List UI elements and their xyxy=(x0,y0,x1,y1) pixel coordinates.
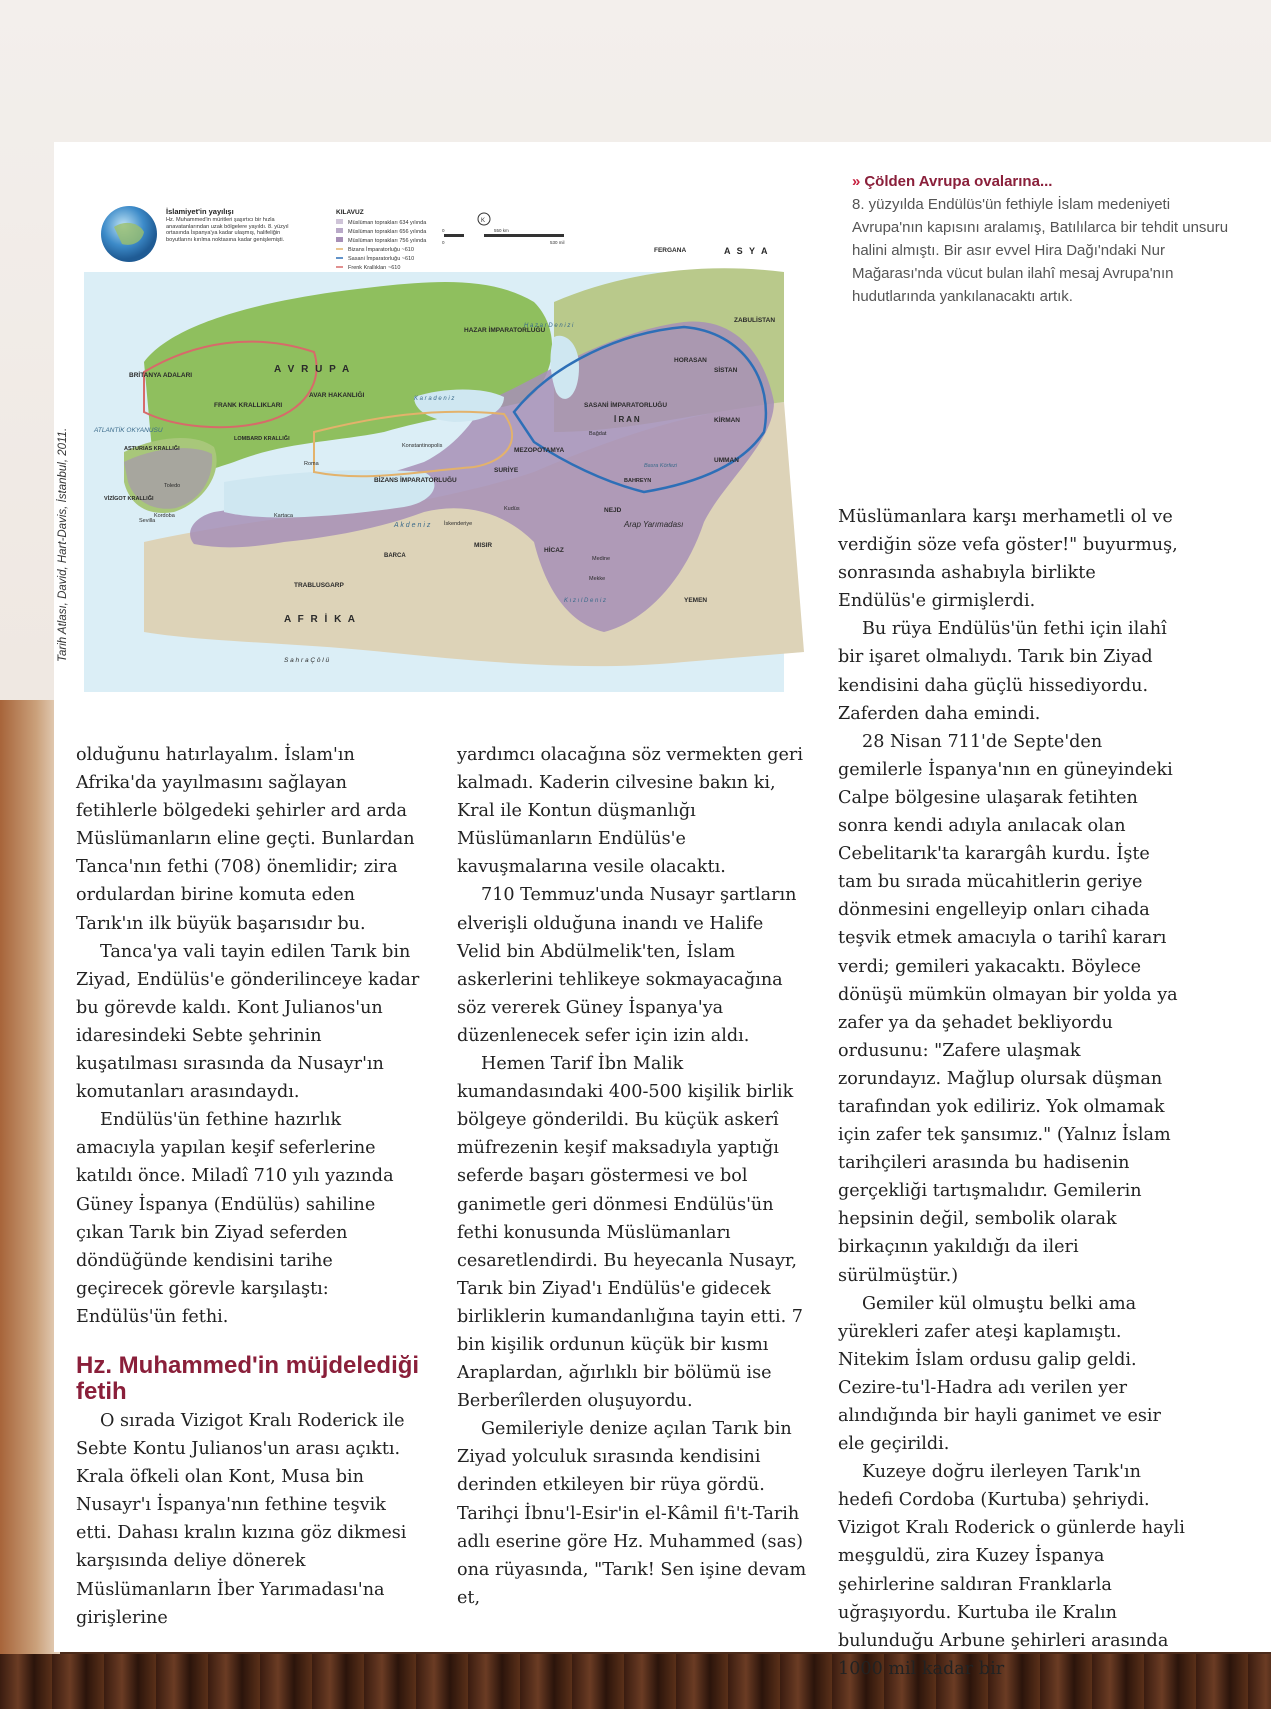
legend-item-756: Müslüman toprakları 756 yılında xyxy=(348,238,427,244)
label-karadeniz: K a r a d e n i z xyxy=(414,396,455,402)
paragraph: Hemen Tarif İbn Malik kumandasındaki 400-500 kişilik birlik bölgeye gönderildi. Bu küçük askerî müfrezenin keşif maksadıyla yaptığı seferde başarı göstermesi ve bol ganimetle geri dönmesi Endülüs'ün fethi konusunda Müslümanları cesaretlendirdi. Bu heyecanla Nusayr, Tarık bin Ziyad'ı Endülüs'e gidecek birliklerin kumandanlığına tayin etti. 7 bin kişilik ordunun küçük bir kısmı Araplardan, ağırlıklı bir bölümü ise Berberîlerden oluşuyordu. xyxy=(457,1054,803,1412)
label-yemen: YEMEN xyxy=(684,597,708,604)
column-1 xyxy=(76,741,421,1632)
label-kartaca: Kartaca xyxy=(274,513,293,519)
section-heading: Hz. Muhammed'in müjdelediği fetih xyxy=(76,1351,420,1405)
label-suriye: SURİYE xyxy=(494,467,519,474)
label-toledo: Toledo xyxy=(164,483,181,489)
label-zabulistan: ZABULİSTAN xyxy=(734,317,776,324)
label-vizigot: VİZİGOT KRALLIĞI xyxy=(104,496,154,502)
scale-bar-segment xyxy=(464,234,484,237)
label-kizildeniz: K ı z ı l D e n i z xyxy=(564,598,607,604)
label-bizans: BİZANS İMPARATORLUĞU xyxy=(374,477,457,484)
paragraph: Tanca'ya vali tayin edilen Tarık bin Ziyad, Endülüs'e gönderilinceye kadar bu görevde kaldı. Kont Julianos'un idaresindeki Sebte şehrinin kuşatılması sırasında da Nusayr'ın komutanları arasındaydı. xyxy=(76,941,420,1103)
label-avrupa: A V R U P A xyxy=(274,364,352,375)
legend-item-byzantine: Bizans İmparatorluğu ~610 xyxy=(348,247,414,253)
chevron-right-icon: » xyxy=(852,173,861,190)
label-medine: Medine xyxy=(592,556,611,562)
label-asturias: ASTURIAS KRALLIĞI xyxy=(124,446,180,452)
magazine-page xyxy=(54,142,1271,1679)
legend-title: KILAVUZ xyxy=(336,209,364,216)
paragraph: yardımcı olacağına söz vermekten geri kalmadı. Kaderin cilvesine bakın ki, Kral ile Kontun düşmanlığı Müslümanların Endülüs'e kavuşmalarına vesile olacaktı. xyxy=(457,745,803,878)
legend-item-sasanian: Sasani İmparatorluğu ~610 xyxy=(348,256,415,262)
paragraph: 28 Nisan 711'de Septe'den gemilerle İspanya'nın en güneyindeki Calpe bölgesine ulaşarak fetihten sonra kendi adıyla anılacak olan Cebelitarık'ta karargâh kurdu. İşte tam bu sırada mücahitlerin geriye dönmesini engelleyip onları cihada teşvik etmek amacıyla o tarihî kararı verdi; gemileri yakacaktı. Böylece dönüşü mümkün olmayan bir yolda ya zafer ya da şehadet bekliyordu ordusunu: "Zafere ulaşmak zorundayız. Mağlup olursak düşman tarafından yok ediliriz. Yok olmamak için zafer tek şansımız." (Yalnız İslam tarihçileri arasında bu hadisenin gerçekliği tartışmalıdır. Gemilerin hepsinin değil, sembolik olarak birkaçının yakıldığı da ileri sürülmüştür.) xyxy=(838,731,1178,1286)
label-asya: A S Y A xyxy=(724,246,770,256)
label-mekke: Mekke xyxy=(589,576,606,582)
label-iskenderiye: İskenderiye xyxy=(444,521,473,527)
paragraph: 710 Temmuz'unda Nusayr şartların elverişli olduğuna inandı ve Halife Velid bin Abdülmelik'ten, İslam askerlerini tehlikeye sokmayacağına söz vererek Güney İspanya'ya düzenlenecek sefer için izin aldı. xyxy=(457,885,797,1046)
label-afrika: A F R İ K A xyxy=(284,614,357,625)
map-inset-title: İslamiyet'in yayılışı xyxy=(166,207,234,216)
background-painting-left xyxy=(0,700,60,1709)
label-mezopotamya: MEZOPOTAMYA xyxy=(514,447,565,454)
paragraph: Kuzeye doğru ilerleyen Tarık'ın hedefi Cordoba (Kurtuba) şehriydi. Vizigot Kralı Roderick o günlerde hayli meşguldü, zira Kuzey İspanya şehirlerine saldıran Franklarla uğraşıyordu. Kurtuba ile Kralın bulunduğu Arbune şehirleri arasında 1000 mil kadar bir xyxy=(838,1462,1185,1679)
compass-n: K xyxy=(481,218,486,224)
scale-mi: 530 mil xyxy=(550,240,565,245)
label-sevilla: Sevilla xyxy=(139,518,156,524)
map-inset-desc: Hz. Muhammed'in müritleri şaşırtıcı bir hızla anavatanlarından uzak bölgelere yayıldı. 8. yüzyıl ortasında İspanya'ya kadar ulaşmış, halifeliğin boyutlarını kırılma noktasına kadar genişlemişti. xyxy=(166,217,289,243)
label-misir: MISIR xyxy=(474,542,493,549)
label-trablusgarp: TRABLUSGARP xyxy=(294,582,344,589)
label-atlantik: ATLANTİK OKYANUSU xyxy=(94,427,163,434)
paragraph: O sırada Vizigot Kralı Roderick ile Sebte Kontu Julianos'un arası açıktı. Krala öfkeli olan Kont, Musa bin Nusayr'ı İspanya'nın fethine teşvik etti. Dahası kralın kızına göz dikmesi karşısında deliye dönerek Müslümanların İber Yarımadası'na girişlerine xyxy=(76,1410,407,1628)
label-sistan: SİSTAN xyxy=(714,367,738,374)
scale-mi-0: 0 xyxy=(442,240,445,245)
legend-item-frank: Frenk Krallıkları ~610 xyxy=(348,265,401,271)
label-britanya: BRİTANYA ADALARI xyxy=(129,372,193,379)
caption-title-text: Çölden Avrupa ovalarına... xyxy=(864,173,1053,190)
label-kirman: KİRMAN xyxy=(714,417,740,424)
label-hicaz: HİCAZ xyxy=(544,547,564,554)
caption-body: 8. yüzyılda Endülüs'ün fethiyle İslam medeniyeti Avrupa'nın kapısını aralamış, Batılılarca bir tehdit unsuru halini almıştı. Bir asır evvel Hira Dağı'ndaki Nur Mağarası'nda vücut bulan ilahî mesaj Avrupa'nın hudutlarında yankılanacaktı artık. xyxy=(852,196,1229,305)
label-hazar-denizi: H a z a r D e n i z i xyxy=(524,323,574,329)
label-umman: UMMAN xyxy=(714,457,739,464)
label-akdeniz: A k d e n i z xyxy=(394,522,431,529)
map-credit xyxy=(57,427,73,662)
paragraph: Gemileriyle denize açılan Tarık bin Ziyad yolculuk sırasında kendisini derinden etkileyen bir rüya gördü. Tarihçi İbnu'l-Esir'in el-Kâmil fi't-Tarih adlı eserine göre Hz. Muhammed (sas) ona rüyasında, "Tarık! Sen işine devam et, xyxy=(457,1419,807,1608)
label-konstantinopolis: Konstantinopolis xyxy=(402,443,443,449)
paragraph: Bu rüya Endülüs'ün fethi için ilahî bir işaret olmalıydı. Tarık bin Ziyad kendisini daha güçlü hissediyordu. Zaferden daha emindi. xyxy=(838,619,1167,724)
label-sahra: S a h r a Ç ö l ü xyxy=(284,657,330,664)
paragraph: Endülüs'ün fethine hazırlık amacıyla yapılan keşif seferlerine katıldı önce. Miladî 710 yılı yazında Güney İspanya (Endülüs) sahiline çıkan Tarık bin Ziyad seferden döndüğünde kendisini tarihe geçirecek görevle karşılaştı: Endülüs'ün fethi. xyxy=(76,1110,394,1327)
legend-swatch-634 xyxy=(336,219,343,224)
historical-map xyxy=(84,182,864,712)
label-horasan: HORASAN xyxy=(674,357,707,364)
label-kudus: Kudüs xyxy=(504,506,520,512)
label-bagdat: Bağdat xyxy=(589,431,607,437)
label-kordoba: Kordoba xyxy=(154,513,175,519)
map-graphic xyxy=(84,182,864,712)
sidebar-caption xyxy=(852,170,1242,308)
label-roma: Roma xyxy=(304,461,319,467)
label-barca: BARCA xyxy=(384,553,406,559)
label-avar: AVAR HAKANLIĞI xyxy=(309,392,365,399)
label-neid: NEJD xyxy=(604,507,622,514)
label-lombard: LOMBARD KRALLIĞI xyxy=(234,436,290,442)
label-arap: Arap Yarımadası xyxy=(624,520,684,529)
label-frank: FRANK KRALLIKLARI xyxy=(214,402,283,409)
label-basra: Basra Körfezi xyxy=(644,463,678,469)
scale-km-0: 0 xyxy=(442,228,445,233)
paragraph: olduğunu hatırlayalım. İslam'ın Afrika'da yayılmasını sağlayan fetihlerle bölgedeki şehirler ard arda Müslümanların eline geçti. Bunlardan Tanca'nın fethi (708) önemlidir; zira ordulardan birine komuta eden Tarık'ın ilk büyük başarısıdır bu. xyxy=(76,745,415,934)
legend-item-656: Müslüman toprakları 656 yılında xyxy=(348,229,427,235)
map-inset-desc-wrap xyxy=(166,217,296,267)
paragraph: Gemiler kül olmuştu belki ama yürekleri zafer ateşi kaplamıştı. Nitekim İslam ordusu galip geldi. Cezire-tu'l-Hadra adı verilen yer alındığında bir hayli ganimet ve esir ele geçirildi. xyxy=(838,1293,1161,1455)
column-2 xyxy=(457,741,809,1612)
map-credit-text: Tarih Atlası, David, Hart-Davis, İstanbul, 2011. xyxy=(57,427,69,662)
legend-swatch-756 xyxy=(336,237,343,242)
scale-km: 550 km xyxy=(494,228,509,233)
label-bahreyn: BAHREYN xyxy=(624,478,652,484)
legend-item-634: Müslüman toprakları 634 yılında xyxy=(348,220,427,226)
caption-title xyxy=(852,170,1242,193)
legend-swatch-656 xyxy=(336,228,343,233)
scale-bar xyxy=(444,234,564,237)
label-hazar: HAZAR İMPARATORLUĞU xyxy=(464,327,546,334)
column-3 xyxy=(838,503,1188,1683)
label-iran: İ R A N xyxy=(614,415,640,424)
paragraph: Müslümanlara karşı merhametli ol ve verdiğin söze vefa göster!" buyurmuş, sonrasında ashabıyla birlikte Endülüs'e girmişlerdi. xyxy=(838,507,1178,612)
label-fergana: FERGANA xyxy=(654,247,687,254)
label-sasani: SASANİ İMPARATORLUĞU xyxy=(584,402,668,409)
